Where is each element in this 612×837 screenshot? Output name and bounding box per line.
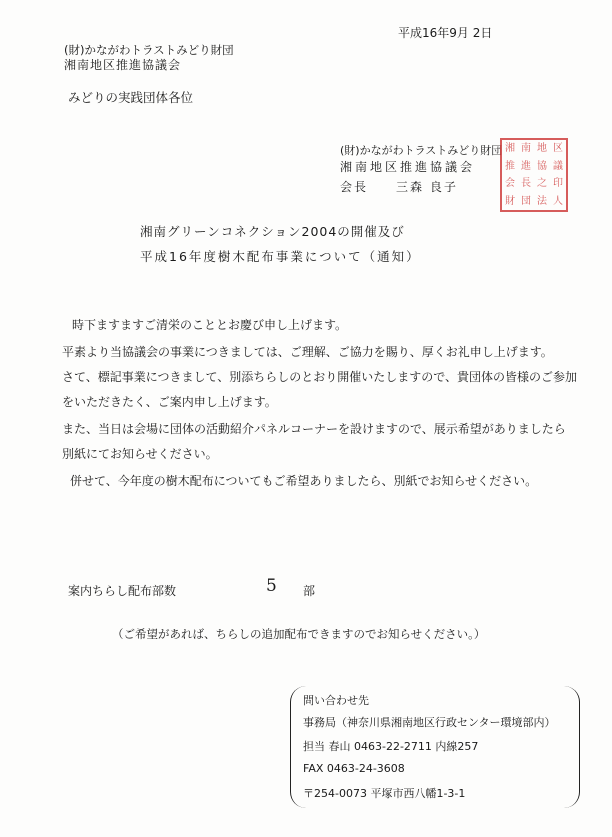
seal-glyph: 湘 (505, 143, 515, 154)
subject-line-2: 平成16年度樹木配布事業について（通知） (140, 249, 421, 264)
contact-address: 〒254-0073 平塚市西八幡1-3-1 (303, 787, 466, 800)
distribution-unit: 部 (303, 584, 316, 598)
seal-glyph: 進 (521, 160, 531, 172)
contact-person: 担当 春山 0463-22-2711 内線257 (303, 740, 479, 753)
seal-glyph: 南 (521, 143, 531, 154)
official-seal (500, 138, 568, 212)
seal-glyph: 団 (521, 195, 531, 207)
distribution-count: 5 (266, 576, 277, 596)
seal-glyph: 議 (553, 160, 563, 172)
seal-glyph: 印 (553, 178, 563, 189)
body-panel-2: 別紙にてお知らせください。 (62, 447, 218, 461)
body-invitation-1: さて、標記事業につきまして、別添ちらしのとおり開催いたしますので、貴団体の皆様のご参加 (62, 370, 578, 384)
seal-glyph: 区 (553, 143, 563, 154)
seal-glyph: 人 (553, 195, 563, 207)
distribution-label: 案内ちらし配布部数 (68, 584, 177, 598)
sender-title: 会長 (340, 180, 369, 194)
body-thanks: 平素より当協議会の事業につきましては、ご理解、ご協力を賜り、厚くお礼申し上げます。 (62, 345, 553, 359)
recipient-addressee: みどりの実践団体各位 (68, 90, 194, 105)
distribution-note: （ご希望があれば、ちらしの追加配布できますのでお知らせください。） (112, 627, 486, 641)
seal-glyph: 協 (537, 160, 547, 172)
contact-office: 事務局（神奈川県湘南地区行政センター環境部内） (303, 716, 556, 729)
contact-fax: FAX 0463-24-3608 (303, 762, 405, 775)
seal-glyph: 財 (505, 195, 515, 207)
body-tree-distribution: 併せて、今年度の樹木配布についてもご希望ありましたら、別紙でお知らせください。 (70, 474, 538, 488)
sender-org: (財)かながわトラストみどり財団 (340, 144, 503, 157)
seal-glyph: 推 (505, 160, 515, 172)
seal-glyph: 長 (521, 178, 531, 189)
sender-name: 三森 良子 (396, 180, 458, 194)
body-panel-1: また、当日は会場に団体の活動紹介パネルコーナーを設けますので、展示希望がありましたら (62, 422, 566, 436)
sender-signatory (340, 178, 458, 195)
body-invitation-2: をいただきたく、ご案内申し上げます。 (62, 395, 277, 409)
sender-council: 湘南地区推進協議会 (340, 160, 476, 174)
contact-heading: 問い合わせ先 (303, 694, 369, 707)
recipient-council: 湘南地区推進協議会 (64, 58, 182, 72)
contact-box (290, 686, 580, 808)
body-greeting: 時下ますますご清栄のこととお慶び申し上げます。 (72, 318, 348, 332)
seal-glyph: 地 (537, 143, 547, 154)
seal-glyph: 会 (505, 178, 515, 189)
document-date: 平成16年9月 2日 (398, 26, 493, 40)
subject-line-1: 湘南グリーンコネクション2004の開催及び (140, 224, 405, 239)
recipient-org: (財)かながわトラストみどり財団 (64, 43, 234, 57)
seal-glyph: 法 (537, 195, 547, 207)
seal-glyph: 之 (537, 178, 547, 189)
